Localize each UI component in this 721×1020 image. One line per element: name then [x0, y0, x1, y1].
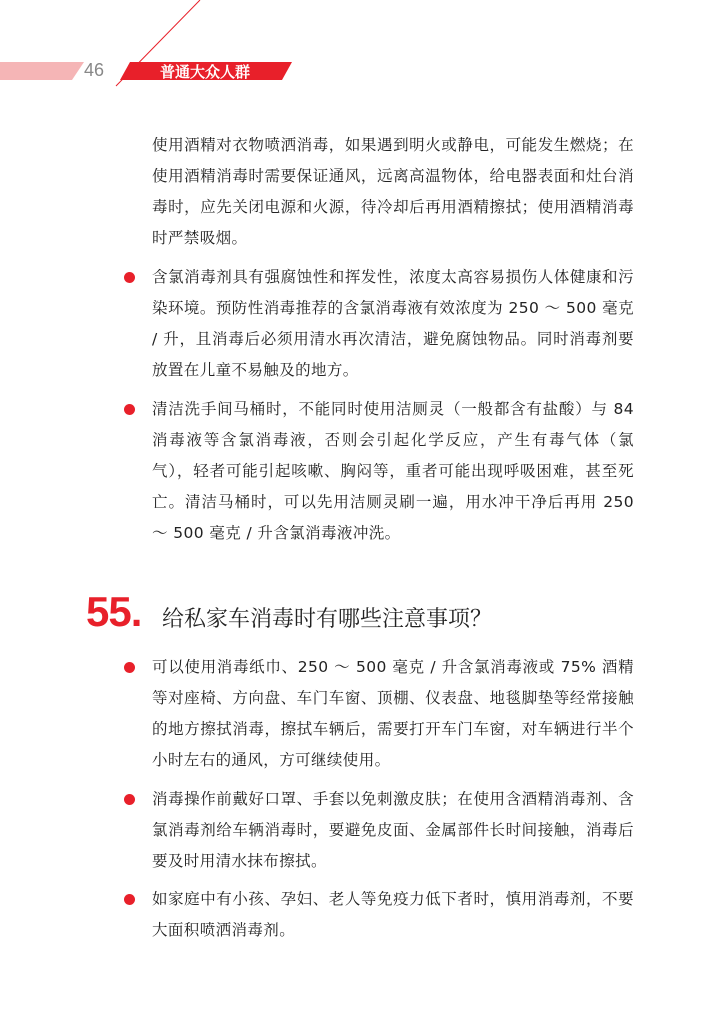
section-label: 普通大众人群	[160, 63, 251, 81]
bullet-dot-icon	[124, 272, 135, 283]
bullet-text: 消毒操作前戴好口罩、手套以免刺激皮肤；在使用含酒精消毒剂、含氯消毒剂给车辆消毒时，要避免皮面、金属部件长时间接触，消毒后要及时用清水抹布擦拭。	[152, 790, 634, 870]
bullet-item	[152, 262, 634, 386]
header-decoration	[0, 0, 721, 110]
page-number: 46	[84, 60, 105, 80]
question-title: 给私家车消毒时有哪些注意事项？	[162, 607, 493, 632]
bullet-item	[152, 884, 634, 946]
bullet-text: 可以使用消毒纸巾、250 ～ 500 毫克 / 升含氯消毒液或 75% 酒精等对座椅、方向盘、车门车窗、顶棚、仪表盘、地毯脚垫等经常接触的地方擦拭消毒，擦拭车辆后，需要打开车门车窗，对车辆进行半个小时左右的通风，方可继续使用。	[152, 658, 634, 769]
bullet-dot-icon	[124, 794, 135, 805]
bullet-text: 清洁洗手间马桶时，不能同时使用洁厕灵（一般都含有盐酸）与 84 消毒液等含氯消毒液，否则会引起化学反应，产生有毒气体（氯气），轻者可能引起咳嗽、胸闷等，重者可能出现呼吸困难，甚至死亡。清洁马桶时，可以先用洁厕灵刷一遍，用水冲干净后再用 250 ～ 500 毫克 / 升含氯消毒液冲洗。	[152, 400, 634, 542]
bullet-item	[152, 652, 634, 776]
bullet-text: 含氯消毒剂具有强腐蚀性和挥发性，浓度太高容易损伤人体健康和污染环境。预防性消毒推荐的含氯消毒液有效浓度为 250 ～ 500 毫克 / 升，且消毒后必须用清水再次清洁，避免腐蚀物品。同时消毒剂要放置在儿童不易触及的地方。	[152, 268, 634, 379]
bullet-dot-icon	[124, 404, 135, 415]
intro-paragraph: 使用酒精对衣物喷洒消毒，如果遇到明火或静电，可能发生燃烧；在使用酒精消毒时需要保证通风，远离高温物体，给电器表面和灶台消毒时，应先关闭电源和火源，待冷却后再用酒精擦拭；使用酒精消毒时严禁吸烟。	[152, 136, 634, 247]
question-number: 55.	[86, 588, 142, 635]
bullet-dot-icon	[124, 662, 135, 673]
bullet-item	[152, 784, 634, 877]
bullet-text: 如家庭中有小孩、孕妇、老人等免疫力低下者时，慎用消毒剂，不要大面积喷洒消毒剂。	[152, 890, 634, 939]
page-header	[0, 0, 721, 110]
bullet-dot-icon	[124, 894, 135, 905]
bullet-item	[152, 394, 634, 549]
